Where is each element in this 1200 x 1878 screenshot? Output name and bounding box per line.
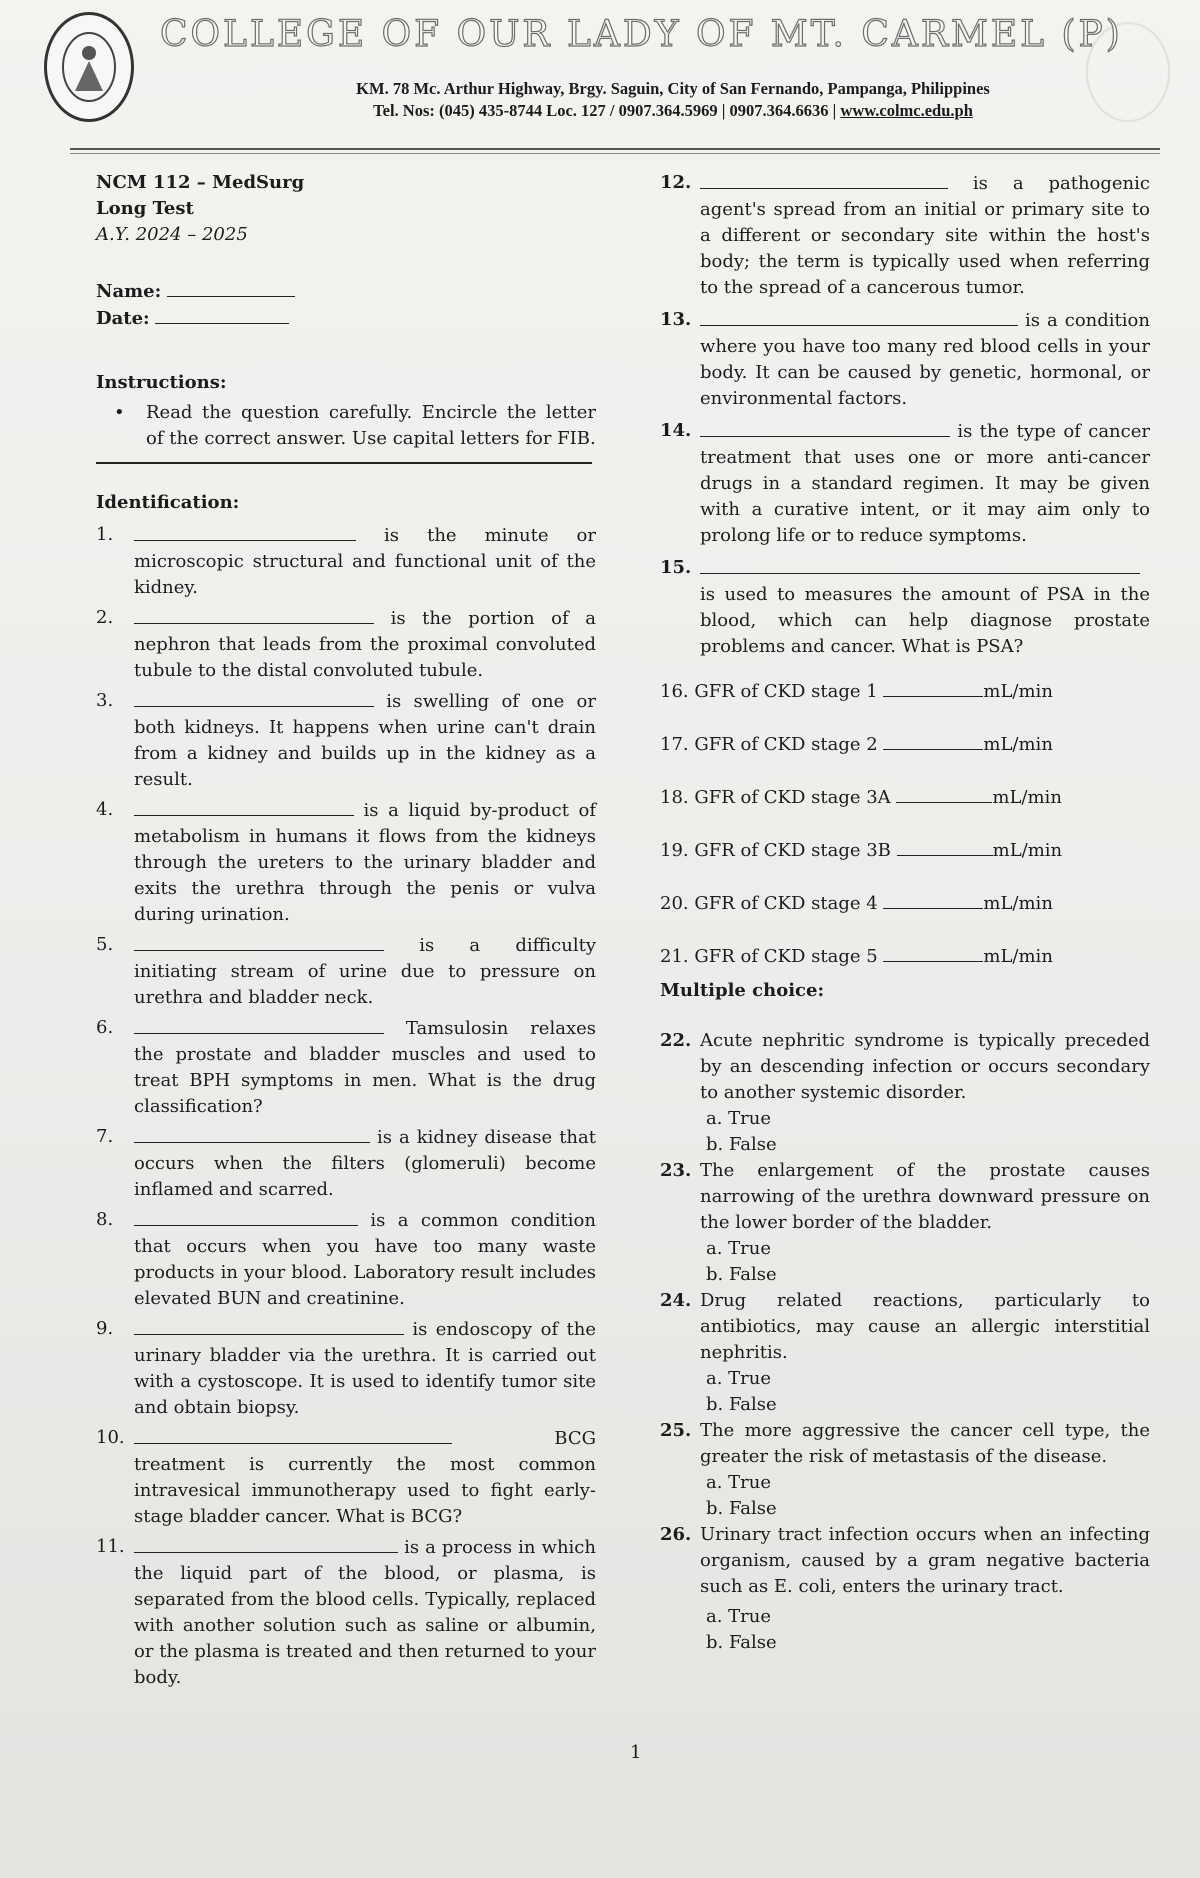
question-text: is a difficulty initiating stream of urine due to pressure on urethra and bladder neck. xyxy=(134,935,596,1008)
gfr-unit: mL/min xyxy=(983,734,1053,755)
gfr-unit: mL/min xyxy=(983,946,1053,967)
question-item xyxy=(96,1425,596,1530)
exam-title: Long Test xyxy=(96,198,194,219)
header-divider xyxy=(70,148,1160,150)
question-text: is used to measures the amount of PSA in the blood, which can help diagnose prostate problems and cancer. What is PSA? xyxy=(700,584,1150,657)
question-number: 15. xyxy=(660,557,692,578)
question-number: 3. xyxy=(96,690,114,711)
question-item xyxy=(96,1316,596,1421)
question-number: 16. xyxy=(660,681,689,702)
question-item xyxy=(660,307,1150,412)
question-item xyxy=(96,605,596,684)
gfr-label: GFR of CKD stage 4 xyxy=(694,893,878,914)
question-number: 13. xyxy=(660,309,692,330)
gfr-label: GFR of CKD stage 1 xyxy=(694,681,878,702)
question-number: 21. xyxy=(660,946,689,967)
name-field[interactable] xyxy=(167,278,295,297)
question-item xyxy=(96,932,596,1011)
question-item xyxy=(96,1124,596,1203)
date-row xyxy=(96,305,596,332)
date-label: Date: xyxy=(96,308,150,329)
option-true[interactable]: a. True xyxy=(706,1108,772,1129)
gfr-item xyxy=(660,943,1150,970)
question-item xyxy=(96,1015,596,1120)
multiple-choice-heading: Multiple choice: xyxy=(660,980,825,1001)
college-logo xyxy=(44,12,134,122)
question-text: Tamsulosin relaxes the prostate and bladder muscles and used to treat BPH symptoms in men. What is the drug classification? xyxy=(134,1018,596,1117)
question-number: 10. xyxy=(96,1427,125,1448)
academic-year: A.Y. 2024 – 2025 xyxy=(96,224,248,245)
answer-blank[interactable] xyxy=(134,932,384,951)
option-false[interactable]: b. False xyxy=(706,1134,777,1155)
answer-blank[interactable] xyxy=(700,418,950,437)
answer-blank[interactable] xyxy=(134,688,374,707)
question-item xyxy=(96,1207,596,1312)
header-divider-thin xyxy=(70,153,1160,154)
answer-blank[interactable] xyxy=(134,1425,452,1444)
option-true[interactable]: a. True xyxy=(706,1368,772,1389)
question-number: 8. xyxy=(96,1209,114,1230)
answer-blank[interactable] xyxy=(883,731,983,750)
website-link[interactable]: www.colmc.edu.ph xyxy=(840,101,973,120)
mc-question xyxy=(660,1028,1150,1106)
gfr-label: GFR of CKD stage 3A xyxy=(694,787,891,808)
question-text: is a liquid by-product of metabolism in humans it flows from the kidneys through the ureters to the urinary bladder and exits the urethra through the penis or vulva during urination. xyxy=(134,800,596,925)
question-text: The more aggressive the cancer cell type, the greater the risk of metastasis of the disease. xyxy=(700,1420,1150,1467)
answer-blank[interactable] xyxy=(134,1124,370,1143)
answer-blank[interactable] xyxy=(134,522,356,541)
question-number: 26. xyxy=(660,1524,692,1545)
question-item xyxy=(96,522,596,601)
question-number: 6. xyxy=(96,1017,114,1038)
question-number: 2. xyxy=(96,607,114,628)
question-text: is a common condition that occurs when you have too many waste products in your blood. Laboratory result includes elevated BUN and creatinine. xyxy=(134,1210,596,1309)
gfr-unit: mL/min xyxy=(983,681,1053,702)
question-text: is a condition where you have too many red blood cells in your body. It can be caused by genetic, hormonal, or environmental factors. xyxy=(700,310,1150,409)
question-number: 22. xyxy=(660,1030,692,1051)
question-text: is the type of cancer treatment that uses one or more anti-cancer drugs in a standard regimen. It may be given with a curative intent, or it may aim only to prolong life or to reduce symptoms. xyxy=(700,421,1150,546)
question-number: 17. xyxy=(660,734,689,755)
contact-line xyxy=(278,100,1068,122)
option-true[interactable]: a. True xyxy=(706,1472,772,1493)
answer-blank[interactable] xyxy=(883,678,983,697)
mc-question xyxy=(660,1522,1150,1600)
logo-emblem-icon xyxy=(59,29,119,105)
question-text: is a pathogenic agent's spread from an initial or primary site to a different or secondary site within the host's body; the term is typically used when referring to the spread of a cancerous tumor. xyxy=(700,173,1150,298)
question-text: Acute nephritic syndrome is typically preceded by an descending infection or occurs secondary to another systemic disorder. xyxy=(700,1030,1150,1103)
mc-question xyxy=(660,1418,1150,1470)
gfr-item xyxy=(660,837,1150,864)
question-text: is endoscopy of the urinary bladder via the urethra. It is carried out with a cystoscope. It is used to identify tumor site and obtain biopsy. xyxy=(134,1319,596,1418)
bullet-icon: • xyxy=(114,402,125,423)
answer-blank[interactable] xyxy=(134,1207,358,1226)
gfr-item xyxy=(660,731,1150,758)
instructions-divider xyxy=(96,462,592,464)
gfr-label: GFR of CKD stage 2 xyxy=(694,734,878,755)
question-number: 5. xyxy=(96,934,114,955)
question-number: 18. xyxy=(660,787,689,808)
page-number: 1 xyxy=(630,1742,642,1763)
answer-blank[interactable] xyxy=(134,605,374,624)
question-number: 24. xyxy=(660,1290,692,1311)
question-number: 23. xyxy=(660,1160,692,1181)
gfr-unit: mL/min xyxy=(992,787,1062,808)
question-item xyxy=(660,170,1150,301)
question-number: 12. xyxy=(660,172,692,193)
gfr-list xyxy=(660,678,1150,970)
question-text: is swelling of one or both kidneys. It happens when urine can't drain from a kidney and builds up in the kidney as a result. xyxy=(134,691,596,790)
question-item xyxy=(96,688,596,793)
question-text: BCG treatment is currently the most common intravesical immunotherapy used to fight early-stage bladder cancer. What is BCG? xyxy=(134,1428,596,1527)
question-text: is a kidney disease that occurs when the filters (glomeruli) become inflamed and scarred. xyxy=(134,1127,596,1200)
instructions-item xyxy=(72,400,596,452)
date-field[interactable] xyxy=(155,305,289,324)
question-item xyxy=(96,797,596,928)
option-true[interactable]: a. True xyxy=(706,1238,772,1259)
gfr-item xyxy=(660,678,1150,705)
question-text: is a process in which the liquid part of the blood, or plasma, is separated from the blood cells. Typically, replaced with another solution such as saline or albumin, or the plasma is treated and then returned to your body. xyxy=(134,1537,596,1688)
name-label: Name: xyxy=(96,281,162,302)
question-number: 9. xyxy=(96,1318,114,1339)
option-false[interactable]: b. False xyxy=(706,1498,777,1519)
answer-blank[interactable] xyxy=(897,837,993,856)
question-text: is the portion of a nephron that leads from the proximal convoluted tubule to the distal convoluted tubule. xyxy=(134,608,596,681)
question-text: Urinary tract infection occurs when an infecting organism, caused by a gram negative bacteria such as E. coli, enters the urinary tract. xyxy=(700,1524,1150,1597)
course-code: NCM 112 – MedSurg xyxy=(96,172,305,193)
college-address xyxy=(278,78,1068,122)
gfr-unit: mL/min xyxy=(992,840,1063,861)
gfr-item xyxy=(660,890,1150,917)
right-column xyxy=(660,170,1150,1656)
instructions-text: Read the question carefully. Encircle the letter of the correct answer. Use capital letters for FIB. xyxy=(146,402,596,449)
left-column xyxy=(96,170,596,1691)
question-text: is the minute or microscopic structural and functional unit of the kidney. xyxy=(134,525,596,598)
answer-blank[interactable] xyxy=(134,1534,398,1553)
question-item xyxy=(660,555,1150,660)
address-line: KM. 78 Mc. Arthur Highway, Brgy. Saguin, City of San Fernando, Pampanga, Philippines xyxy=(356,79,990,98)
question-number: 11. xyxy=(96,1536,125,1557)
answer-blank[interactable] xyxy=(883,943,983,962)
question-number: 19. xyxy=(660,840,689,861)
mc-question xyxy=(660,1158,1150,1236)
option-true[interactable]: a. True xyxy=(706,1606,772,1627)
gfr-label: GFR of CKD stage 5 xyxy=(694,946,878,967)
question-number: 4. xyxy=(96,799,114,820)
gfr-unit: mL/min xyxy=(983,893,1053,914)
answer-blank[interactable] xyxy=(700,555,1140,574)
answer-blank[interactable] xyxy=(883,890,983,909)
answer-blank[interactable] xyxy=(134,1316,404,1335)
instructions-heading: Instructions: xyxy=(96,372,227,393)
question-number: 1. xyxy=(96,524,114,545)
college-name: COLLEGE OF OUR LADY OF MT. CARMEL (P) xyxy=(160,14,1123,55)
question-number: 20. xyxy=(660,893,689,914)
answer-blank[interactable] xyxy=(134,1015,384,1034)
name-row xyxy=(96,278,596,305)
question-item xyxy=(96,1534,596,1691)
option-false[interactable]: b. False xyxy=(706,1394,777,1415)
tel-line: Tel. Nos: (045) 435-8744 Loc. 127 / 0907.364.5969 | 0907.364.6636 | xyxy=(373,101,837,120)
identification-heading: Identification: xyxy=(96,492,240,513)
gfr-item xyxy=(660,784,1150,811)
mc-question xyxy=(660,1288,1150,1366)
question-number: 14. xyxy=(660,420,692,441)
question-text: The enlargement of the prostate causes narrowing of the urethra downward pressure on the lower border of the bladder. xyxy=(700,1160,1150,1233)
option-false[interactable]: b. False xyxy=(706,1632,777,1653)
answer-blank[interactable] xyxy=(700,170,948,189)
answer-blank[interactable] xyxy=(134,797,354,816)
question-number: 25. xyxy=(660,1420,692,1441)
answer-blank[interactable] xyxy=(896,784,992,803)
answer-blank[interactable] xyxy=(700,307,1018,326)
question-text: Drug related reactions, particularly to antibiotics, may cause an allergic interstitial nephritis. xyxy=(700,1290,1150,1363)
question-number: 7. xyxy=(96,1126,114,1147)
question-item xyxy=(660,418,1150,549)
option-false[interactable]: b. False xyxy=(706,1264,777,1285)
gfr-label: GFR of CKD stage 3B xyxy=(694,840,891,861)
